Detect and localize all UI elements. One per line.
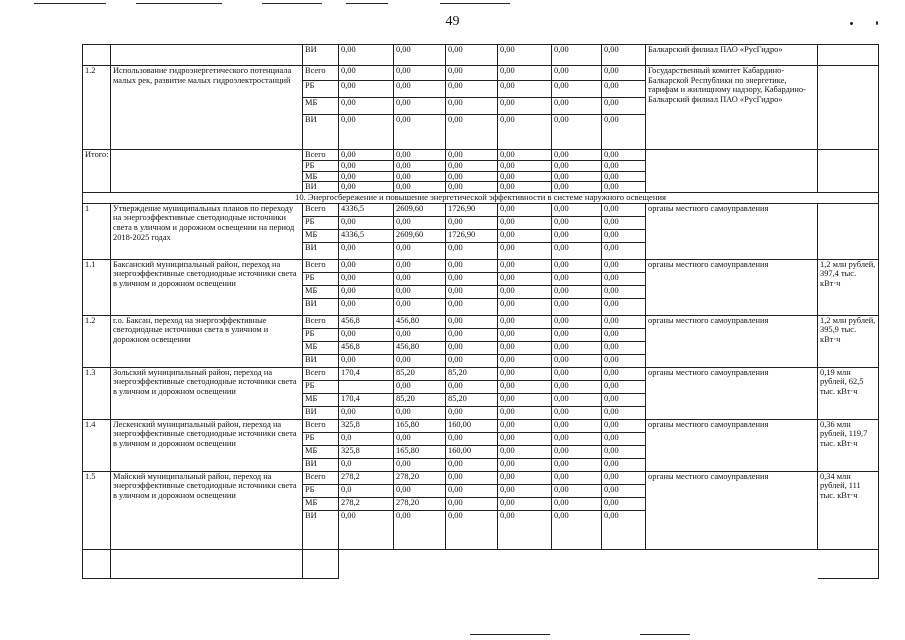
funding-source: Всего bbox=[303, 419, 339, 432]
amount-cell: 0,00 bbox=[552, 458, 602, 471]
funding-source: РБ bbox=[303, 161, 339, 172]
amount-cell: 0,00 bbox=[394, 45, 446, 66]
amount-cell: 0,00 bbox=[602, 419, 646, 432]
funding-source: РБ bbox=[303, 272, 339, 285]
amount-cell: 0,00 bbox=[339, 216, 394, 229]
amount-cell: 0,00 bbox=[602, 458, 646, 471]
amount-cell: 0,00 bbox=[498, 328, 552, 341]
amount-cell: 0,00 bbox=[552, 484, 602, 497]
amount-cell: 1726,90 bbox=[446, 203, 498, 216]
executor: органы местного самоуправления bbox=[646, 419, 818, 471]
amount-cell: 0,00 bbox=[339, 171, 394, 182]
amount-cell: 0,00 bbox=[602, 66, 646, 81]
amount-cell: 0,00 bbox=[498, 216, 552, 229]
amount-cell: 0,00 bbox=[394, 272, 446, 285]
measure-name: Использование гидроэнергетического потенциала малых рек, развитие малых гидроэлектростанций bbox=[111, 66, 303, 150]
table-body-bottom bbox=[83, 203, 879, 549]
amount-cell: 0,0 bbox=[339, 432, 394, 445]
amount-cell: 0,00 bbox=[394, 285, 446, 298]
scan-mark bbox=[346, 3, 388, 4]
funding-source: ВИ bbox=[303, 406, 339, 419]
table-row bbox=[83, 203, 879, 216]
funding-source: РБ bbox=[303, 81, 339, 98]
funding-source: МБ bbox=[303, 229, 339, 242]
amount-cell: 160,00 bbox=[446, 419, 498, 432]
page-number: 49 bbox=[445, 14, 460, 29]
measure-name: Майский муниципальный район, переход на энергоэффективные светодиодные источники света в уличном и дорожном освещении bbox=[111, 471, 303, 549]
amount-cell: 1726,90 bbox=[446, 229, 498, 242]
funding-source: Всего bbox=[303, 315, 339, 328]
amount-cell: 0,00 bbox=[394, 182, 446, 193]
amount-cell: 0,00 bbox=[446, 484, 498, 497]
row-number: 1.2 bbox=[83, 66, 111, 150]
executor: органы местного самоуправления bbox=[646, 367, 818, 419]
amount-cell: 0,00 bbox=[552, 285, 602, 298]
executor: Государственный комитет Кабардино-Балкарской Республики по энергетике, тарифам и жилищному надзору, Кабардино-Балкарский филиал ПАО «РусГидро» bbox=[646, 66, 818, 150]
amount-cell: 0,00 bbox=[602, 182, 646, 193]
expected-result bbox=[818, 203, 879, 259]
amount-cell: 170,4 bbox=[339, 393, 394, 406]
amount-cell: 0,00 bbox=[339, 182, 394, 193]
amount-cell: 0,00 bbox=[498, 315, 552, 328]
table-row bbox=[83, 419, 879, 432]
table-body-top bbox=[83, 45, 879, 193]
amount-cell: 0,00 bbox=[498, 406, 552, 419]
amount-cell: 0,00 bbox=[339, 259, 394, 272]
amount-cell: 85,20 bbox=[446, 367, 498, 380]
amount-cell: 0,00 bbox=[498, 497, 552, 510]
amount-cell bbox=[339, 380, 394, 393]
measure-name: Зольский муниципальный район, переход на энергоэффективные светодиодные источники света в уличном и дорожном освещении bbox=[111, 367, 303, 419]
amount-cell: 0,00 bbox=[394, 66, 446, 81]
amount-cell: 0,00 bbox=[602, 380, 646, 393]
section-header-row bbox=[83, 192, 879, 203]
amount-cell: 0,00 bbox=[498, 471, 552, 484]
amount-cell: 85,20 bbox=[394, 393, 446, 406]
funding-source: ВИ bbox=[303, 510, 339, 549]
program-table bbox=[82, 44, 879, 579]
amount-cell: 0,00 bbox=[498, 510, 552, 549]
amount-cell: 0,00 bbox=[446, 161, 498, 172]
amount-cell: 0,00 bbox=[498, 115, 552, 150]
amount-cell: 0,00 bbox=[339, 81, 394, 98]
amount-cell: 0,00 bbox=[339, 45, 394, 66]
funding-source: Всего bbox=[303, 66, 339, 81]
funding-source: Всего bbox=[303, 150, 339, 161]
amount-cell: 0,00 bbox=[446, 259, 498, 272]
funding-source: РБ bbox=[303, 432, 339, 445]
amount-cell: 0,00 bbox=[552, 216, 602, 229]
funding-source: ВИ bbox=[303, 182, 339, 193]
expected-result: 0,34 млн рублей, 111 тыс. кВт·ч bbox=[818, 471, 879, 549]
amount-cell: 2609,60 bbox=[394, 229, 446, 242]
amount-cell: 0,00 bbox=[394, 380, 446, 393]
amount-cell: 165,80 bbox=[394, 419, 446, 432]
amount-cell: 0,00 bbox=[446, 432, 498, 445]
amount-cell: 0,00 bbox=[498, 298, 552, 315]
amount-cell: 0,00 bbox=[552, 471, 602, 484]
amount-cell: 0,00 bbox=[552, 45, 602, 66]
amount-cell: 0,00 bbox=[552, 298, 602, 315]
amount-cell: 0,00 bbox=[602, 242, 646, 259]
amount-cell: 0,00 bbox=[339, 98, 394, 115]
amount-cell: 0,00 bbox=[394, 171, 446, 182]
funding-source: РБ bbox=[303, 380, 339, 393]
amount-cell: 456,8 bbox=[339, 315, 394, 328]
amount-cell: 0,00 bbox=[446, 150, 498, 161]
amount-cell: 0,00 bbox=[446, 115, 498, 150]
amount-cell: 0,00 bbox=[602, 98, 646, 115]
amount-cell: 0,00 bbox=[339, 406, 394, 419]
amount-cell: 0,00 bbox=[446, 315, 498, 328]
amount-cell: 0,00 bbox=[339, 328, 394, 341]
amount-cell: 0,00 bbox=[394, 458, 446, 471]
amount-cell: 0,00 bbox=[498, 203, 552, 216]
amount-cell: 0,00 bbox=[552, 259, 602, 272]
amount-cell: 0,00 bbox=[498, 98, 552, 115]
amount-cell: 0,00 bbox=[394, 150, 446, 161]
amount-cell: 0,00 bbox=[498, 484, 552, 497]
amount-cell: 0,00 bbox=[602, 272, 646, 285]
amount-cell: 0,00 bbox=[394, 216, 446, 229]
amount-cell: 0,00 bbox=[394, 81, 446, 98]
amount-cell: 0,00 bbox=[394, 161, 446, 172]
amount-cell: 0,00 bbox=[339, 161, 394, 172]
amount-cell: 0,00 bbox=[552, 171, 602, 182]
amount-cell: 0,00 bbox=[552, 182, 602, 193]
amount-cell: 0,00 bbox=[498, 432, 552, 445]
amount-cell: 0,00 bbox=[552, 203, 602, 216]
amount-cell: 0,00 bbox=[446, 406, 498, 419]
amount-cell: 85,20 bbox=[446, 393, 498, 406]
amount-cell: 0,00 bbox=[602, 497, 646, 510]
table-row bbox=[83, 315, 879, 328]
amount-cell: 0,00 bbox=[602, 150, 646, 161]
amount-cell: 0,00 bbox=[552, 367, 602, 380]
executor: органы местного самоуправления bbox=[646, 259, 818, 315]
funding-source: МБ bbox=[303, 98, 339, 115]
amount-cell: 0,00 bbox=[552, 272, 602, 285]
amount-cell: 0,00 bbox=[602, 81, 646, 98]
funding-source: Всего bbox=[303, 259, 339, 272]
amount-cell: 0,00 bbox=[602, 393, 646, 406]
executor bbox=[646, 150, 818, 193]
amount-cell: 0,00 bbox=[394, 259, 446, 272]
amount-cell: 0,00 bbox=[446, 285, 498, 298]
funding-source: РБ bbox=[303, 484, 339, 497]
amount-cell: 0,00 bbox=[602, 341, 646, 354]
executor: Балкарский филиал ПАО «РусГидро» bbox=[646, 45, 818, 66]
table-row bbox=[83, 471, 879, 484]
amount-cell: 4336,5 bbox=[339, 229, 394, 242]
expected-result: 1,2 млн рублей, 397,4 тыс. кВт·ч bbox=[818, 259, 879, 315]
amount-cell: 0,00 bbox=[394, 354, 446, 367]
row-number: 1.2 bbox=[83, 315, 111, 367]
amount-cell: 0,00 bbox=[602, 510, 646, 549]
table-row bbox=[83, 259, 879, 272]
amount-cell: 0,00 bbox=[446, 328, 498, 341]
amount-cell: 0,00 bbox=[602, 229, 646, 242]
amount-cell: 0,00 bbox=[602, 354, 646, 367]
funding-source: Всего bbox=[303, 367, 339, 380]
amount-cell: 85,20 bbox=[394, 367, 446, 380]
amount-cell: 0,00 bbox=[552, 406, 602, 419]
amount-cell: 0,0 bbox=[339, 458, 394, 471]
funding-source: ВИ bbox=[303, 298, 339, 315]
funding-source: РБ bbox=[303, 216, 339, 229]
amount-cell: 0,00 bbox=[552, 497, 602, 510]
funding-source: ВИ bbox=[303, 354, 339, 367]
amount-cell: 0,00 bbox=[339, 510, 394, 549]
amount-cell: 0,00 bbox=[552, 380, 602, 393]
amount-cell: 0,00 bbox=[446, 242, 498, 259]
amount-cell: 456,80 bbox=[394, 341, 446, 354]
amount-cell: 0,00 bbox=[446, 298, 498, 315]
amount-cell: 0,00 bbox=[552, 161, 602, 172]
funding-source: МБ bbox=[303, 171, 339, 182]
amount-cell: 0,00 bbox=[498, 393, 552, 406]
amount-cell: 0,00 bbox=[498, 229, 552, 242]
measure-name: Лескенский муниципальный район, переход на энергоэффективные светодиодные источники света в уличном и дорожном освещении bbox=[111, 419, 303, 471]
amount-cell: 0,00 bbox=[498, 458, 552, 471]
amount-cell: 0,00 bbox=[446, 98, 498, 115]
expected-result bbox=[818, 150, 879, 193]
amount-cell: 0,00 bbox=[552, 445, 602, 458]
amount-cell: 0,00 bbox=[602, 315, 646, 328]
amount-cell: 0,00 bbox=[446, 66, 498, 81]
amount-cell: 0,00 bbox=[552, 150, 602, 161]
amount-cell: 0,00 bbox=[339, 150, 394, 161]
scan-mark bbox=[440, 3, 510, 4]
amount-cell: 0,00 bbox=[602, 171, 646, 182]
amount-cell: 456,80 bbox=[394, 315, 446, 328]
executor: органы местного самоуправления bbox=[646, 203, 818, 259]
amount-cell: 0,00 bbox=[552, 66, 602, 81]
measure-name bbox=[111, 150, 303, 193]
amount-cell: 0,00 bbox=[602, 445, 646, 458]
funding-source: РБ bbox=[303, 328, 339, 341]
amount-cell: 278,20 bbox=[394, 497, 446, 510]
scan-mark bbox=[34, 3, 106, 4]
amount-cell: 0,00 bbox=[446, 510, 498, 549]
amount-cell: 0,00 bbox=[446, 497, 498, 510]
amount-cell: 0,00 bbox=[394, 484, 446, 497]
funding-source: ВИ bbox=[303, 458, 339, 471]
amount-cell: 0,00 bbox=[552, 341, 602, 354]
amount-cell: 0,00 bbox=[552, 328, 602, 341]
amount-cell: 0,00 bbox=[498, 367, 552, 380]
amount-cell: 0,00 bbox=[602, 259, 646, 272]
row-number: 1.5 bbox=[83, 471, 111, 549]
amount-cell: 0,00 bbox=[498, 242, 552, 259]
expected-result: 0,19 млн рублей, 62,5 тыс. кВт·ч bbox=[818, 367, 879, 419]
amount-cell: 0,00 bbox=[552, 98, 602, 115]
amount-cell: 0,00 bbox=[498, 354, 552, 367]
measure-name: Баксанский муниципальный район, переход на энергоэффективные светодиодные источники света в уличном и дорожном освещении bbox=[111, 259, 303, 315]
amount-cell: 0,00 bbox=[446, 171, 498, 182]
amount-cell: 0,00 bbox=[446, 45, 498, 66]
amount-cell: 0,00 bbox=[498, 341, 552, 354]
row-number: 1 bbox=[83, 203, 111, 259]
amount-cell: 0,00 bbox=[498, 285, 552, 298]
scan-mark bbox=[136, 3, 222, 4]
amount-cell: 0,00 bbox=[602, 484, 646, 497]
amount-cell: 0,00 bbox=[552, 393, 602, 406]
amount-cell: 0,00 bbox=[602, 285, 646, 298]
amount-cell: 0,00 bbox=[339, 66, 394, 81]
amount-cell: 0,00 bbox=[498, 150, 552, 161]
scan-mark bbox=[640, 634, 690, 635]
amount-cell: 0,00 bbox=[339, 272, 394, 285]
table-row bbox=[83, 367, 879, 380]
amount-cell: 0,00 bbox=[446, 341, 498, 354]
amount-cell: 0,00 bbox=[339, 285, 394, 298]
amount-cell: 0,00 bbox=[498, 66, 552, 81]
funding-source: Всего bbox=[303, 471, 339, 484]
amount-cell: 0,00 bbox=[602, 367, 646, 380]
amount-cell: 456,8 bbox=[339, 341, 394, 354]
measure-name: Утверждение муниципальных планов по переходу на энергоэффективные светодиодные источники света в уличном и дорожном освещении на период 2018-2025 годах bbox=[111, 203, 303, 259]
funding-source: МБ bbox=[303, 497, 339, 510]
amount-cell: 0,00 bbox=[394, 510, 446, 549]
row-number: 1.1 bbox=[83, 259, 111, 315]
executor: органы местного самоуправления bbox=[646, 471, 818, 549]
amount-cell: 0,00 bbox=[446, 354, 498, 367]
amount-cell: 0,00 bbox=[602, 203, 646, 216]
amount-cell: 0,00 bbox=[552, 419, 602, 432]
amount-cell: 0,00 bbox=[446, 81, 498, 98]
amount-cell: 0,00 bbox=[446, 182, 498, 193]
amount-cell: 0,00 bbox=[394, 328, 446, 341]
amount-cell: 0,00 bbox=[552, 315, 602, 328]
amount-cell: 0,00 bbox=[552, 229, 602, 242]
amount-cell: 0,00 bbox=[394, 406, 446, 419]
funding-source: ВИ bbox=[303, 45, 339, 66]
expected-result: 0,36 млн рублей, 119,7 тыс. кВт·ч bbox=[818, 419, 879, 471]
amount-cell: 278,2 bbox=[339, 497, 394, 510]
amount-cell: 0,00 bbox=[498, 259, 552, 272]
section-title: 10. Энергосбережение и повышение энергетической эффективности в системе наружного освещения bbox=[83, 192, 879, 203]
funding-source: МБ bbox=[303, 285, 339, 298]
amount-cell: 0,00 bbox=[498, 171, 552, 182]
amount-cell: 2609,60 bbox=[394, 203, 446, 216]
amount-cell: 160,00 bbox=[446, 445, 498, 458]
table-row bbox=[83, 150, 879, 161]
funding-source: МБ bbox=[303, 393, 339, 406]
executor: органы местного самоуправления bbox=[646, 315, 818, 367]
amount-cell: 0,00 bbox=[394, 298, 446, 315]
amount-cell: 0,00 bbox=[339, 242, 394, 259]
amount-cell: 0,00 bbox=[446, 272, 498, 285]
amount-cell: 0,00 bbox=[552, 354, 602, 367]
funding-source: МБ bbox=[303, 445, 339, 458]
amount-cell: 4336,5 bbox=[339, 203, 394, 216]
amount-cell: 278,2 bbox=[339, 471, 394, 484]
row-number bbox=[83, 45, 111, 66]
amount-cell: 278,20 bbox=[394, 471, 446, 484]
scan-mark bbox=[470, 634, 550, 635]
row-number: 1.3 bbox=[83, 367, 111, 419]
amount-cell: 0,00 bbox=[602, 471, 646, 484]
amount-cell: 0,00 bbox=[339, 354, 394, 367]
amount-cell: 0,00 bbox=[498, 81, 552, 98]
expected-result: 1,2 млн рублей, 395,9 тыс. кВт·ч bbox=[818, 315, 879, 367]
amount-cell: 0,00 bbox=[498, 182, 552, 193]
expected-result bbox=[818, 45, 879, 66]
table-row bbox=[83, 45, 879, 66]
amount-cell: 325,8 bbox=[339, 445, 394, 458]
measure-name: г.о. Баксан, переход на энергоэффективные светодиодные источники света в уличном и дорожном освещении bbox=[111, 315, 303, 367]
amount-cell: 0,00 bbox=[552, 432, 602, 445]
amount-cell: 0,00 bbox=[339, 298, 394, 315]
amount-cell: 0,00 bbox=[602, 328, 646, 341]
funding-source: ВИ bbox=[303, 242, 339, 259]
row-number: Итого: bbox=[83, 150, 111, 193]
amount-cell: 0,00 bbox=[498, 161, 552, 172]
amount-cell: 0,00 bbox=[602, 115, 646, 150]
funding-source: Всего bbox=[303, 203, 339, 216]
table-tail bbox=[83, 549, 879, 578]
amount-cell: 0,00 bbox=[602, 298, 646, 315]
amount-cell: 0,00 bbox=[552, 242, 602, 259]
amount-cell: 0,00 bbox=[602, 45, 646, 66]
amount-cell: 0,00 bbox=[498, 272, 552, 285]
amount-cell: 0,00 bbox=[394, 432, 446, 445]
amount-cell: 165,80 bbox=[394, 445, 446, 458]
amount-cell: 0,00 bbox=[446, 380, 498, 393]
expected-result bbox=[818, 66, 879, 150]
funding-source: МБ bbox=[303, 341, 339, 354]
amount-cell: 0,00 bbox=[552, 115, 602, 150]
funding-source: ВИ bbox=[303, 115, 339, 150]
amount-cell: 0,00 bbox=[446, 216, 498, 229]
amount-cell: 0,00 bbox=[602, 432, 646, 445]
amount-cell: 0,00 bbox=[498, 380, 552, 393]
row-number: 1.4 bbox=[83, 419, 111, 471]
amount-cell: 0,00 bbox=[552, 81, 602, 98]
amount-cell: 0,00 bbox=[446, 458, 498, 471]
table-row bbox=[83, 66, 879, 81]
amount-cell: 0,00 bbox=[446, 471, 498, 484]
amount-cell: 0,00 bbox=[498, 45, 552, 66]
amount-cell: 0,0 bbox=[339, 484, 394, 497]
amount-cell: 0,00 bbox=[394, 242, 446, 259]
amount-cell: 0,00 bbox=[394, 115, 446, 150]
amount-cell: 0,00 bbox=[339, 115, 394, 150]
amount-cell: 0,00 bbox=[552, 510, 602, 549]
amount-cell: 170,4 bbox=[339, 367, 394, 380]
scan-mark bbox=[262, 3, 322, 4]
amount-cell: 0,00 bbox=[602, 406, 646, 419]
amount-cell: 325,8 bbox=[339, 419, 394, 432]
amount-cell: 0,00 bbox=[602, 216, 646, 229]
amount-cell: 0,00 bbox=[498, 445, 552, 458]
amount-cell: 0,00 bbox=[602, 161, 646, 172]
amount-cell: 0,00 bbox=[394, 98, 446, 115]
amount-cell: 0,00 bbox=[498, 419, 552, 432]
measure-name bbox=[111, 45, 303, 66]
